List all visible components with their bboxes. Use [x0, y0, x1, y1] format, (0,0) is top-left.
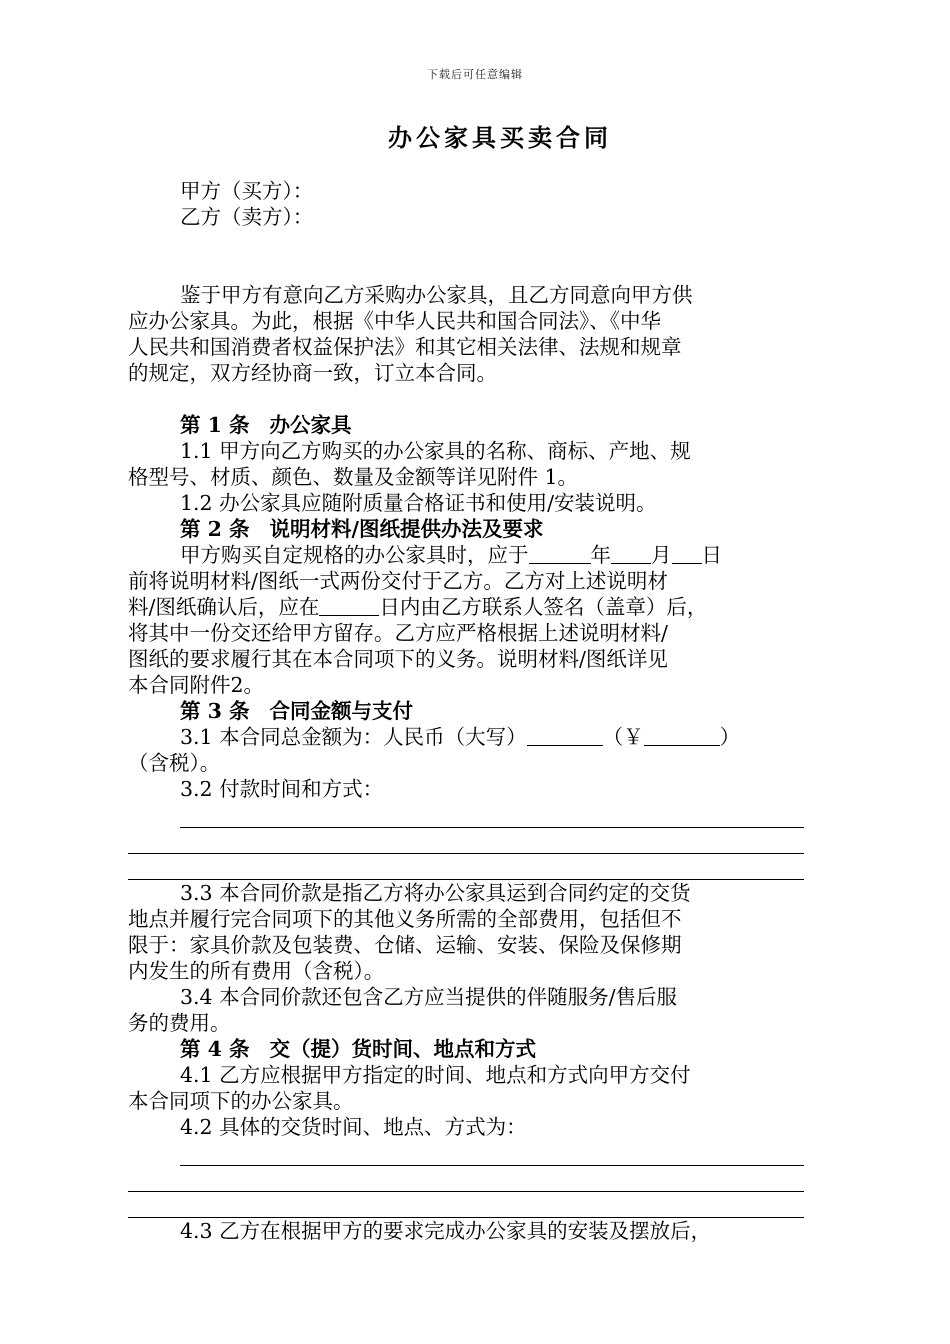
text-segment: 甲方购买自定规格的办公家具时，应于 — [180, 543, 529, 567]
blank-amount-figures-field[interactable] — [644, 725, 720, 746]
month-label: 月 — [651, 543, 672, 567]
article-3-heading — [128, 698, 818, 724]
seller-party-label: 乙方（卖方）： — [180, 205, 314, 229]
article-title: 说明材料/图纸提供办法及要求 — [269, 517, 544, 541]
article-2-line: 将其中一份交还给甲方留存。乙方应严格根据上述说明材料/ — [128, 621, 668, 645]
year-label: 年 — [590, 543, 611, 567]
blank-payment-line[interactable] — [128, 802, 818, 828]
article-number: 第 3 条 — [180, 699, 250, 723]
clause-3-2: 3.2 付款时间和方式： — [180, 777, 384, 801]
article-number: 第 4 条 — [180, 1037, 250, 1061]
preamble-line: 的规定，双方经协商一致，订立本合同。 — [128, 361, 497, 385]
clause-3-3: 3.3 本合同价款是指乙方将办公家具运到合同约定的交货 — [180, 881, 691, 905]
blank-year-field[interactable] — [529, 543, 591, 564]
preamble-line: 人民共和国消费者权益保护法》和其它相关法律、法规和规章 — [128, 335, 682, 359]
document-title: 办公家具买卖合同 — [388, 123, 612, 152]
clause-4-1: 4.1 乙方应根据甲方指定的时间、地点和方式向甲方交付 — [180, 1063, 691, 1087]
clause-3-4: 3.4 本合同价款还包含乙方应当提供的伴随服务/售后服 — [180, 985, 678, 1009]
article-2-line: 本合同附件2。 — [128, 673, 265, 697]
spacer — [128, 230, 818, 256]
clause-3-3-cont: 限于：家具价款及包装费、仓储、运输、安装、保险及保修期 — [128, 933, 682, 957]
page-header-note: 下载后可任意编辑 — [427, 68, 523, 81]
day-label: 日 — [701, 543, 722, 567]
article-number: 第 2 条 — [180, 517, 250, 541]
blank-days-field[interactable] — [319, 595, 379, 616]
article-2-line: 前将说明材料/图纸一式两份交付于乙方。乙方对上述说明材 — [128, 569, 668, 593]
blank-delivery-line[interactable] — [128, 1192, 818, 1218]
article-title: 交（提）货时间、地点和方式 — [269, 1037, 537, 1061]
clause-1-2: 1.2 办公家具应随附质量合格证书和使用/安装说明。 — [180, 491, 657, 515]
spacer — [128, 256, 818, 282]
blank-payment-line[interactable] — [128, 854, 818, 880]
clause-3-1 — [128, 724, 818, 750]
clause-4-2: 4.2 具体的交货时间、地点、方式为： — [180, 1115, 527, 1139]
clause-1-1-cont: 格型号、材质、颜色、数量及金额等详见附件 1。 — [128, 465, 579, 489]
preamble-line: 鉴于甲方有意向乙方采购办公家具，且乙方同意向甲方供 — [180, 283, 693, 307]
text-segment: 3.1 本合同总金额为：人民币（大写） — [180, 725, 527, 749]
contract-body — [128, 178, 818, 1244]
text-segment: ） — [719, 725, 741, 749]
blank-delivery-line[interactable] — [128, 1166, 818, 1192]
article-title: 合同金额与支付 — [269, 699, 414, 723]
blank-payment-line[interactable] — [128, 828, 818, 854]
clause-4-3: 4.3 乙方在根据甲方的要求完成办公家具的安装及摆放后， — [180, 1219, 712, 1243]
blank-delivery-line[interactable] — [128, 1140, 818, 1166]
text-segment: 料/图纸确认后，应在 — [128, 595, 320, 619]
article-2-heading — [128, 516, 818, 542]
spacer — [128, 386, 818, 412]
article-2-line — [128, 594, 818, 620]
clause-4-1-cont: 本合同项下的办公家具。 — [128, 1089, 354, 1113]
clause-3-1-cont: （含税）。 — [128, 751, 221, 775]
blank-amount-words-field[interactable] — [527, 725, 603, 746]
text-segment: 日内由乙方联系人签名（盖章）后， — [379, 595, 708, 619]
article-2-line — [128, 542, 818, 568]
blank-month-field[interactable] — [611, 543, 651, 564]
clause-1-1: 1.1 甲方向乙方购买的办公家具的名称、商标、产地、规 — [180, 439, 691, 463]
blank-day-field[interactable] — [672, 543, 702, 564]
clause-3-3-cont: 内发生的所有费用（含税）。 — [128, 959, 385, 983]
article-4-heading — [128, 1036, 818, 1062]
clause-3-4-cont: 务的费用。 — [128, 1011, 231, 1035]
text-segment: （￥ — [602, 725, 644, 749]
clause-3-3-cont: 地点并履行完合同项下的其他义务所需的全部费用，包括但不 — [128, 907, 682, 931]
preamble-line: 应办公家具。为此，根据《中华人民共和国合同法》、《中华 — [128, 309, 661, 333]
article-2-line: 图纸的要求履行其在本合同项下的义务。说明材料/图纸详见 — [128, 647, 668, 671]
article-1-heading — [128, 412, 818, 438]
article-number: 第 1 条 — [180, 413, 250, 437]
buyer-party-label: 甲方（买方）： — [180, 179, 314, 203]
article-title: 办公家具 — [269, 413, 352, 437]
